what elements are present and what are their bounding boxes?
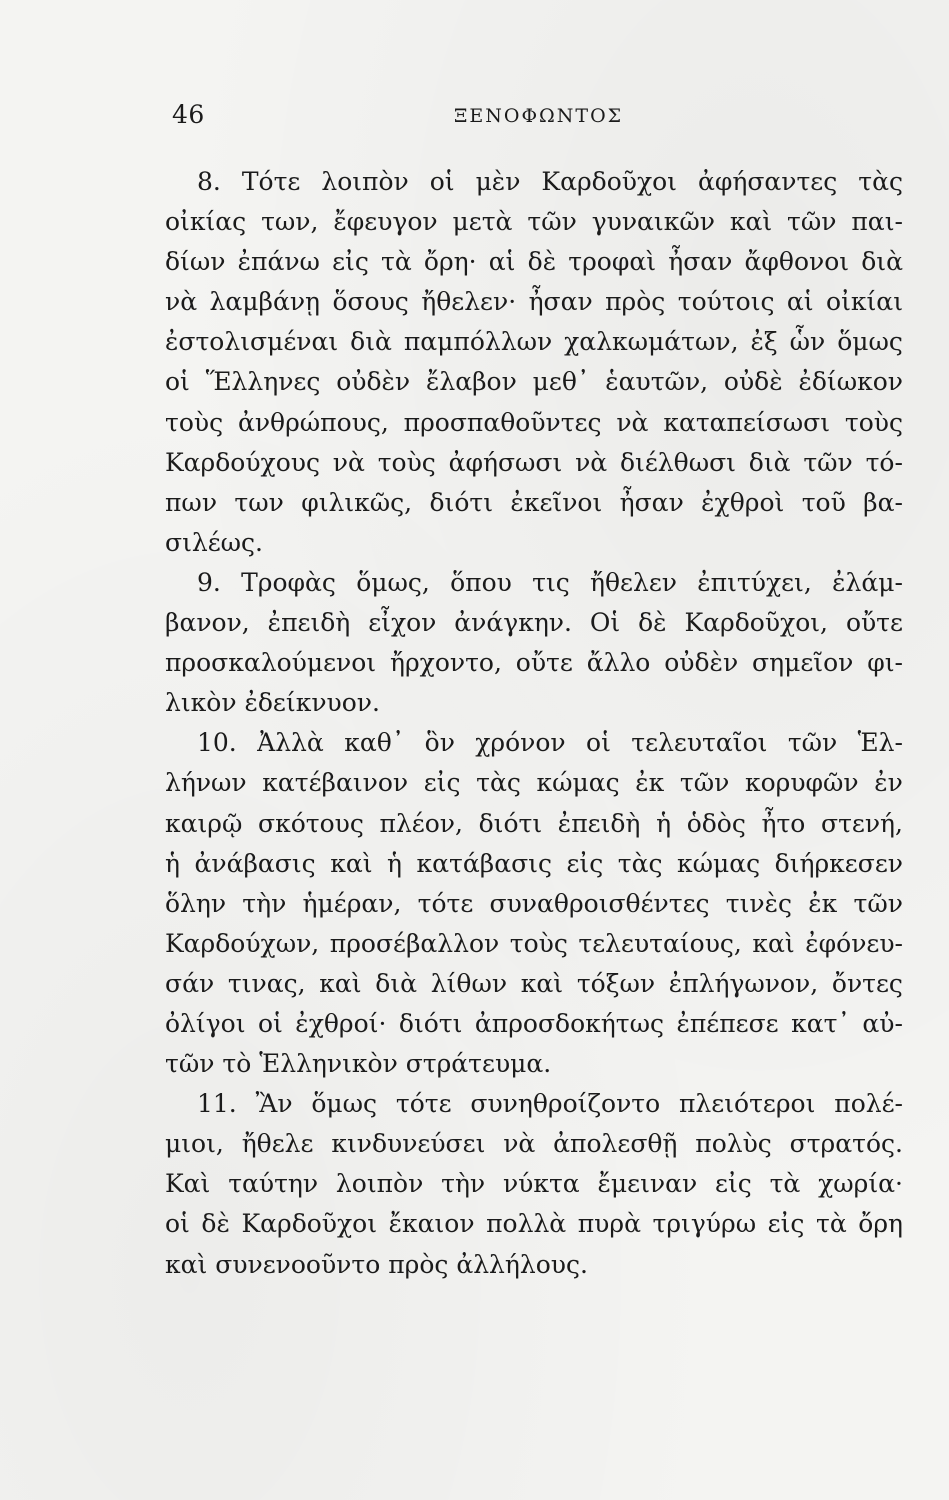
text-line: ὀλίγοι οἱ ἐχθροί· διότι ἀπροσδοκήτως ἐπέπεσε κατ᾽ αὐ- <box>165 1008 903 1038</box>
running-head: ΞΕΝΟΦΩΝΤΟΣ <box>454 105 624 127</box>
text-line: Καρδούχων, προσέβαλλον τοὺς τελευταίους, καὶ ἐφόνευ- <box>165 928 903 958</box>
body-text <box>165 162 903 1285</box>
text-line: Καρδούχους νὰ τοὺς ἀφήσωσι νὰ διέλθωσι διὰ τῶν τό- <box>165 447 903 477</box>
text-line: σάν τινας, καὶ διὰ λίθων καὶ τόξων ἐπλήγωνον, ὄντες <box>165 968 903 998</box>
page-header <box>172 100 900 140</box>
text-line: καὶ συνενοοῦντο πρὸς ἀλλήλους. <box>165 1249 588 1279</box>
text-line: ὅλην τὴν ἡμέραν, τότε συναθροισθέντες τινὲς ἐκ τῶν <box>165 888 903 918</box>
text-line: λικὸν ἐδείκνυον. <box>165 688 380 718</box>
text-line: ἐστολισμέναι διὰ παμπόλλων χαλκωμάτων, ἐξ ὧν ὅμως <box>165 327 903 357</box>
text-line: πων των φιλικῶς, διότι ἐκεῖνοι ἦσαν ἐχθροὶ τοῦ βα- <box>165 487 903 517</box>
text-line: τῶν τὸ Ἑλληνικὸν στράτευμα. <box>165 1049 552 1079</box>
text-line: 11. Ἂν ὅμως τότε συνηθροίζοντο πλειότεροι πολέ- <box>197 1089 903 1119</box>
text-line: μιοι, ἤθελε κινδυνεύσει νὰ ἀπολεσθῇ πολὺς στρατός. <box>165 1129 903 1159</box>
text-line: λήνων κατέβαινον εἰς τὰς κώμας ἐκ τῶν κορυφῶν ἐν <box>165 768 903 798</box>
text-line: βανον, ἐπειδὴ εἶχον ἀνάγκην. Οἱ δὲ Καρδοῦχοι, οὔτε <box>165 608 903 638</box>
text-line: προσκαλούμενοι ἤρχοντο, οὔτε ἄλλο οὐδὲν σημεῖον φι- <box>165 648 903 678</box>
text-line: οἰκίας των, ἔφευγον μετὰ τῶν γυναικῶν καὶ τῶν παι- <box>165 207 903 237</box>
text-line: οἱ Ἕλληνες οὐδὲν ἔλαβον μεθ᾽ ἑαυτῶν, οὐδὲ ἐδίωκον <box>165 367 903 397</box>
text-line: καιρῷ σκότους πλέον, διότι ἐπειδὴ ἡ ὁδὸς ἦτο στενή, <box>165 808 903 838</box>
text-line: νὰ λαμβάνῃ ὅσους ἤθελεν· ἦσαν πρὸς τούτοις αἱ οἰκίαι <box>165 287 903 317</box>
text-line: οἱ δὲ Καρδοῦχοι ἔκαιον πολλὰ πυρὰ τριγύρω εἰς τὰ ὄρη <box>165 1209 903 1239</box>
text-line: σιλέως. <box>165 527 263 557</box>
text-line: 9. Τροφὰς ὅμως, ὅπου τις ἤθελεν ἐπιτύχει, ἐλάμ- <box>197 567 903 597</box>
text-line: τοὺς ἀνθρώπους, προσπαθοῦντες νὰ καταπείσωσι τοὺς <box>165 407 903 437</box>
text-line: δίων ἐπάνω εἰς τὰ ὄρη· αἱ δὲ τροφαὶ ἦσαν ἄφθονοι διὰ <box>165 247 903 277</box>
text-line: ἡ ἀνάβασις καὶ ἡ κατάβασις εἰς τὰς κώμας διήρκεσεν <box>165 848 903 878</box>
text-line: 8. Τότε λοιπὸν οἱ μὲν Καρδοῦχοι ἀφήσαντες τὰς <box>197 167 903 196</box>
page-number: 46 <box>172 100 205 129</box>
text-line: Καὶ ταύτην λοιπὸν τὴν νύκτα ἔμειναν εἰς τὰ χωρία· <box>165 1169 903 1199</box>
text-line: 10. Ἀλλὰ καθ᾽ ὃν χρόνον οἱ τελευταῖοι τῶν Ἑλ- <box>197 728 903 758</box>
